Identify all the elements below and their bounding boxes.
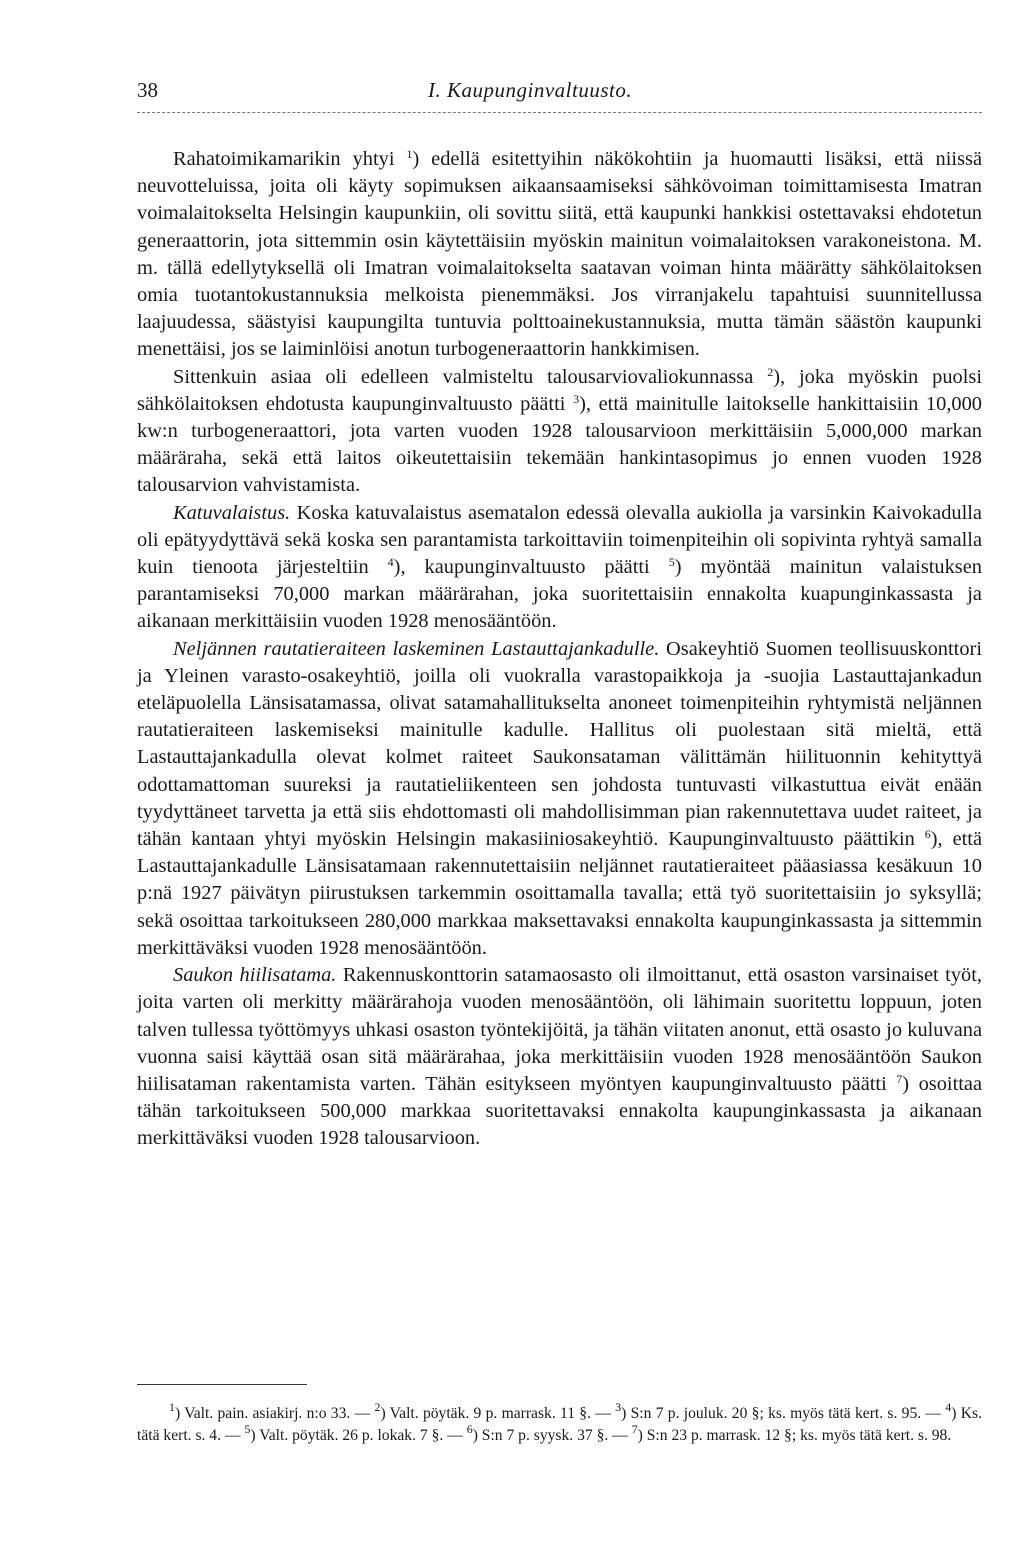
footnote-rule xyxy=(137,1384,307,1385)
footnote-marker: 3 xyxy=(615,1400,622,1414)
text-run: ) edellä esitettyihin näkökohtiin ja huomautti lisäksi, että niissä neuvotteluissa, joita oli käyty sopimuksen aikaansaamiseksi sähkövoiman toimittamisesta Imatran voimalaitokselta Helsingin kaupunkiin, oli sovittu siitä, että kaupunki hankkisi ostettavaksi ehdotetun generaattorin, jota sittemmin osin käytettäisiin myöskin mainitun voimalaitoksen varakoneistona. M. m. tällä edellytyksellä oli Imatran voimalaitokselta saatavan voiman hinta määrätty sähkölaitoksen omia tuotantokustannuksia melkoista pienemmäksi. Jos virranjakelu tapahtuisi suunnitellussa laajuudessa, säästyisi kaupungilta tuntuvia polttoainekustannuksia, mutta tämän säästön kaupunki menettäisi, jos se laiminlöisi anotun turbogeneraattorin hankkimisen. xyxy=(137,148,983,361)
footnote-marker: 5 xyxy=(668,555,675,570)
footnote-marker: 3 xyxy=(573,391,580,406)
footnotes xyxy=(137,1400,982,1446)
footnote-marker: 1 xyxy=(169,1400,175,1414)
text-run: Osakeyhtiö Suomen teollisuuskonttori ja Yleinen varasto-osakeyhtiö, joilla oli vuokralla varastopaikkoja ja -suojia Lastauttajankadun eteläpuolella Länsisatamassa, olivat satamahallitukselta anoneet toimenpiteihin ryhtymistä neljännen rautatieraiteen laskemiseksi mainitulle kadulle. Hallitus oli puolestaan sitä mieltä, että Lastauttajankadulla olevat kolmet raiteet Saukonsataman välittämän hiilituonnin kehityttyä odottamattoman suureksi ja rautatieliikenteen sen johdosta tuntuvasti vilkastuttua eivät enään tyydyttäneet tarvetta ja että siis ehdottomasti oli mahdollisimman pian rakennutettava uudet raiteet, ja tähän kantaan yhtyi myöskin Helsingin makasiiniosakeyhtiö. Kaupunginvaltuusto päättikin xyxy=(137,637,982,851)
footnote-marker: 6 xyxy=(924,827,931,842)
footnote-marker: 1 xyxy=(406,147,413,161)
text-run: ), kaupunginvaltuusto päätti xyxy=(393,556,669,579)
footnote-marker: 2 xyxy=(767,364,774,379)
running-title: I. Kaupunginvaltuusto. xyxy=(428,78,633,102)
text-run: ) osoittaa tähän tarkoitukseen 500,000 markkaa suoritettavaksi ennakolta kaupunginkassasta ja aikanaan merkittäväksi vuoden 1928 talousarvioon. xyxy=(137,1072,982,1150)
page-number: 38 xyxy=(137,78,158,102)
text-run: ) S:n 7 p. syysk. 37 §. — xyxy=(472,1426,632,1444)
footnote-marker: 2 xyxy=(374,1400,381,1414)
footnote-paragraph xyxy=(137,1400,982,1446)
footnote-marker: 5 xyxy=(244,1421,251,1436)
text-run: Sittenkuin asiaa oli edelleen valmisteltu talousarviovaliokunnassa xyxy=(173,365,768,388)
body-text xyxy=(137,146,982,1153)
paragraph xyxy=(137,962,982,1152)
footnote-marker: 7 xyxy=(896,1071,903,1086)
footnote-marker: 4 xyxy=(387,555,394,570)
text-run: ) S:n 7 p. jouluk. 20 §; ks. myös tätä kert. s. 95. — xyxy=(621,1405,946,1422)
page-header xyxy=(137,78,982,108)
footnote-marker: 7 xyxy=(631,1421,638,1436)
paragraph xyxy=(137,364,982,500)
section-heading: Saukon hiilisatama. xyxy=(173,964,337,987)
text-run: ) Valt. pain. asiakirj. n:o 33. — xyxy=(175,1405,375,1422)
text-run: ), joka myöskin puolsi sähkölaitoksen ehdotusta kaupunginvaltuusto päätti xyxy=(137,365,983,415)
header-rule xyxy=(137,112,982,113)
text-run: ) S:n 23 p. marrask. 12 §; ks. myös tätä kert. s. 98. xyxy=(637,1426,952,1444)
text-run: Koska katuvalaistus asematalon edessä olevalla aukiolla ja varsinkin Kaivokadulla oli epätyydyttävä sekä koska sen parantamista tarkoittaviin toimenpiteihin oli sopivinta ryhtyä samalla kuin tienoota järjesteltiin xyxy=(137,501,982,579)
text-run: ), että mainitulle laitokselle hankittaisiin 10,000 kw:n turbogeneraattori, jota varten vuoden 1928 talousarvioon merkittäisiin 5,000,000 markan määräraha, sekä että laitos oikeutettaisiin tekemään hankintasopimus jo ennen vuoden 1928 talousarvion vahvistamista. xyxy=(137,392,982,497)
footnote-marker: 6 xyxy=(466,1421,473,1436)
text-run: ) Ks. tätä kert. s. 4. — xyxy=(137,1405,982,1444)
paragraph xyxy=(137,146,982,364)
text-run: ) Valt. pöytäk. 26 p. lokak. 7 §. — xyxy=(250,1426,467,1444)
paragraph xyxy=(137,500,982,636)
text-run: ) myöntää mainitun valaistuksen parantamiseksi 70,000 markan määrärahan, joka suoritettaisiin ennakolta kuapunginkassasta ja aikanaan merkittäisiin vuoden 1928 menosääntöön. xyxy=(137,556,982,633)
paragraph xyxy=(137,636,982,962)
text-run: Rakennuskonttorin satamaosasto oli ilmoittanut, että osaston varsinaiset työt, joita varten oli merkitty määrärahoja vuoden menosääntöön, oli lähimain suoritettu loppuun, joten talven tullessa työttömyys uhkasi osaston työntekijöitä, ja tähän viitaten anonut, että osasto jo kuluvana vuonna saisi käyttää osan sitä määrärahaa, joka merkittäisiin vuoden 1928 menosääntöön Saukon hiilisataman rakentamista varten. Tähän esitykseen myöntyen kaupunginvaltuusto päätti xyxy=(137,964,982,1095)
section-heading: Katuvalaistus. xyxy=(173,501,291,524)
footnote-marker: 4 xyxy=(945,1400,952,1414)
text-run: Rahatoimikamarikin yhtyi xyxy=(173,148,407,170)
text-run: ), että Lastauttajankadulle Länsisatamaan rakennutettaisiin neljännet rautatieraiteet pääasiassa kesäkuun 10 p:nä 1927 päivätyn piirustuksen tarkemmin osoittamalla tavalla; että työ suoritettaisiin jo syksyllä; sekä osoittaa tarkoitukseen 280,000 markkaa maksettavaksi ennakolta kaupunginkassasta ja sittemmin merkittäväksi vuoden 1928 menosääntöön. xyxy=(137,828,982,959)
section-heading: Neljännen rautatieraiteen laskeminen Lastauttajankadulle. xyxy=(173,637,660,660)
text-run: ) Valt. pöytäk. 9 p. marrask. 11 §. — xyxy=(380,1405,616,1422)
